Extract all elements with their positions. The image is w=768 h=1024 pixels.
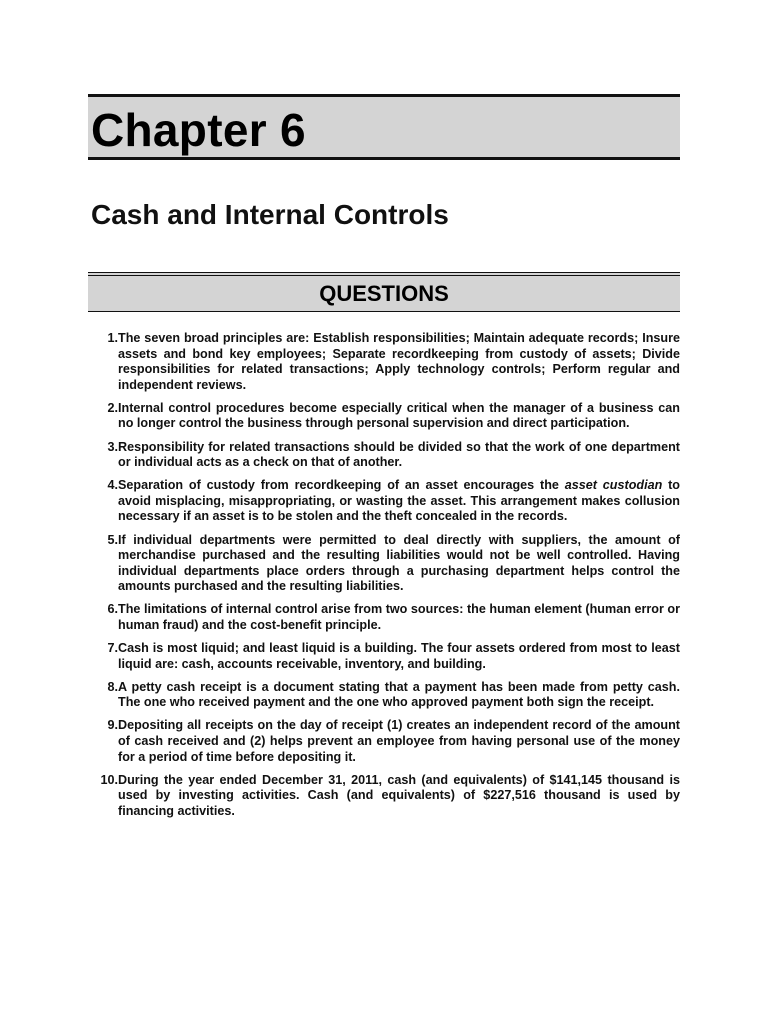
question-text-before: Separation of custody from recordkeeping of an asset encourages the [118, 478, 565, 493]
question-number: 8. [107, 679, 118, 694]
question-text: Responsibility for related transactions should be divided so that the work of one department or individual acts as a check on that of another. [118, 439, 680, 470]
question-number: 1. [107, 331, 118, 345]
question-text: The limitations of internal control arise from two sources: the human element (human error or human fraud) and the cost-benefit principle. [118, 602, 680, 632]
question-item [88, 718, 680, 765]
question-text: If individual departments were permitted to deal directly with suppliers, the amount of merchandise purchased and the resulting liabilities would not be well controlled. Having individual departments place orders through a purchasing department helps control the amounts purchased and the resulting liabilities. [118, 532, 680, 594]
question-text: During the year ended December 31, 2011, cash (and equivalents) of $141,145 thousand is used by investing activities. Cash (and equivalents) of $227,516 thousand is used by financing activities. [118, 772, 680, 818]
question-text: The seven broad principles are: Establish responsibilities; Maintain adequate records; Insure assets and bond key employees; Separate recordkeeping from custody of assets; Divide responsibilities for related transactions; Apply technology controls; Perform regular and independent reviews. [118, 331, 680, 392]
question-number: 9. [107, 718, 118, 733]
question-text: Cash is most liquid; and least liquid is a building. The four assets ordered from most to least liquid are: cash, accounts receivable, inventory, and building. [118, 641, 680, 671]
question-text-after: to avoid misplacing, misappropriating, or wasting the asset. This arrangement makes collusion necessary if an asset is to be stolen and the theft concealed in the records. [118, 478, 681, 524]
question-number: 4. [107, 478, 118, 493]
question-item [88, 440, 680, 471]
question-number: 7. [107, 641, 118, 656]
question-item [88, 641, 680, 672]
question-item [88, 331, 680, 393]
question-item [88, 680, 680, 711]
chapter-subtitle: Cash and Internal Controls [91, 199, 449, 230]
questions-list [88, 331, 680, 827]
question-number: 3. [107, 439, 118, 454]
question-item [88, 478, 680, 525]
question-item [88, 533, 680, 595]
question-item [88, 602, 680, 633]
question-number: 6. [107, 602, 118, 617]
question-number: 10. [100, 772, 118, 787]
question-number: 5. [107, 532, 118, 547]
question-text [118, 478, 680, 525]
section-title: QUESTIONS [319, 281, 449, 306]
questions-banner [88, 272, 680, 312]
question-item [88, 773, 680, 820]
question-number: 2. [107, 400, 118, 415]
chapter-title: Chapter 6 [91, 104, 306, 156]
question-text: A petty cash receipt is a document stating that a payment has been made from petty cash. The one who received payment and the one who approved payment both sign the receipt. [118, 679, 680, 710]
question-item [88, 401, 680, 432]
chapter-banner [88, 94, 680, 160]
question-text: Internal control procedures become especially critical when the manager of a business can no longer control the business through personal supervision and direct participation. [118, 400, 680, 431]
question-text: Depositing all receipts on the day of receipt (1) creates an independent record of the amount of cash received and (2) helps prevent an employee from having personal use of the money for a period of time before depositing it. [118, 718, 680, 764]
emphasis-term: asset custodian [564, 478, 663, 493]
